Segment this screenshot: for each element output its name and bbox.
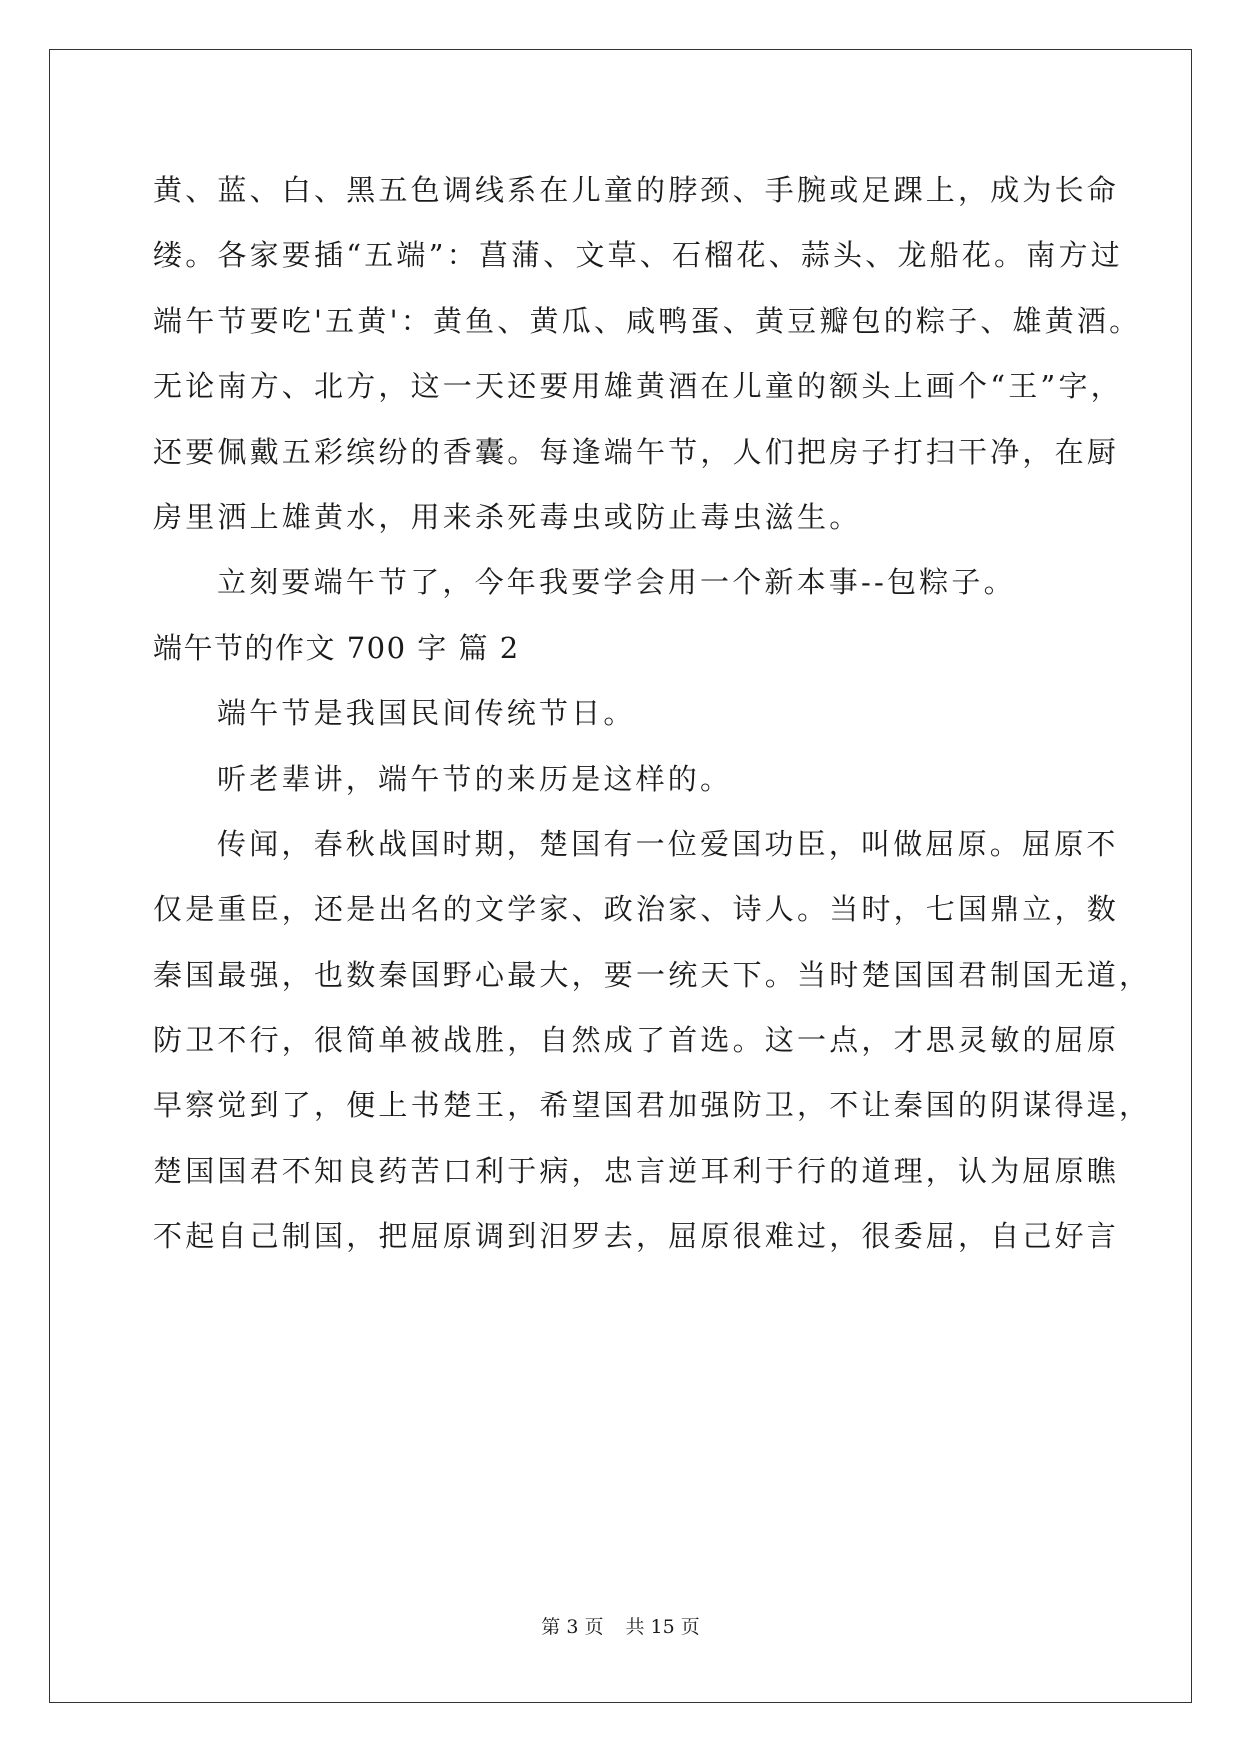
- page-total: 共 15 页: [625, 1616, 700, 1638]
- paragraph-line: 端午节要吃'五黄'：黄鱼、黄瓜、咸鸭蛋、黄豆瓣包的粽子、雄黄酒。: [153, 303, 1142, 338]
- paragraph-line: 立刻要端午节了，今年我要学会用一个新本事--包粽子。: [217, 565, 1016, 600]
- paragraph-line: 传闻，春秋战国时期，楚国有一位爱国功臣，叫做屈原。屈原不: [217, 826, 1119, 861]
- paragraph-line: 缕。各家要插“五端”：菖蒲、文草、石榴花、蒜头、龙船花。南方过: [153, 238, 1123, 273]
- paragraph-line: 楚国国君不知良药苦口利于病，忠言逆耳利于行的道理，认为屈原瞧: [153, 1153, 1120, 1188]
- paragraph-line: 端午节是我国民间传统节日。: [217, 696, 636, 731]
- paragraph-line: 早察觉到了，便上书楚王，希望国君加强防卫，不让秦国的阴谋得逞，: [153, 1088, 1152, 1123]
- paragraph-line: 不起自己制国，把屈原调到汨罗去，屈原很难过，很委屈，自己好言: [153, 1219, 1120, 1254]
- paragraph-line: 听老辈讲，端午节的来历是这样的。: [217, 761, 733, 796]
- paragraph-line: 秦国最强，也数秦国野心最大，要一统天下。当时楚国国君制国无道，: [153, 957, 1152, 992]
- document-body: [153, 158, 1152, 1270]
- paragraph-line: 黄、蓝、白、黑五色调线系在儿童的脖颈、手腕或足踝上，成为长命: [153, 173, 1120, 207]
- paragraph-line: 防卫不行，很简单被战胜，自然成了首选。这一点，才思灵敏的屈原: [153, 1023, 1120, 1058]
- section-heading: 端午节的作文 700 字 篇 2: [153, 630, 520, 665]
- paragraph-line: 房里洒上雄黄水，用来杀死毒虫或防止毒虫滋生。: [153, 499, 862, 534]
- page-footer: [0, 1612, 1241, 1639]
- paragraph-line: 还要佩戴五彩缤纷的香囊。每逢端午节，人们把房子打扫干净，在厨: [153, 434, 1120, 469]
- paragraph-line: 无论南方、北方，这一天还要用雄黄酒在儿童的额头上画个“王”字，: [153, 369, 1123, 404]
- paragraph-line: 仅是重臣，还是出名的文学家、政治家、诗人。当时，七国鼎立，数: [153, 892, 1120, 927]
- page-number: 第 3 页: [541, 1616, 604, 1638]
